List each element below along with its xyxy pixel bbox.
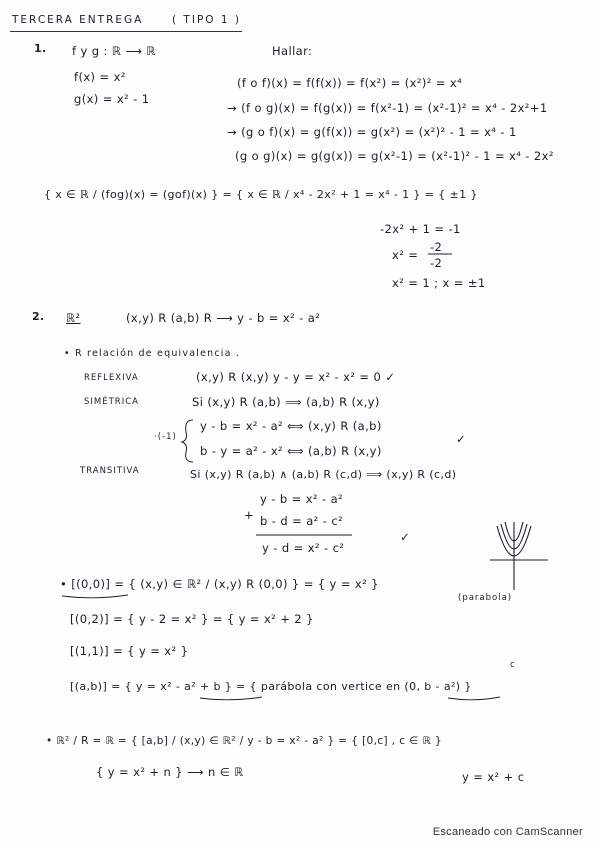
solution-step-3: x² = 1 ; x = ±1 [392,276,486,290]
solution-step-1: -2x² + 1 = -1 [380,222,461,236]
solution-step-2-denominator: -2 [430,256,443,270]
composition-gof: → (g o f)(x) = g(f(x)) = g(x²) = (x²)² - 1 = x⁴ - 1 [227,125,517,139]
reflexiva-label: REFLEXIVA [84,373,139,383]
hallar-label: Hallar: [272,44,313,58]
class-1-1: [(1,1)] = { y = x² } [70,644,189,658]
solution-set-equation: { x ∈ ℝ / (fog)(x) = (gof)(x) } = { x ∈ ℝ / x⁴ - 2x² + 1 = x⁴ - 1 } = { ±1 } [44,188,478,201]
f-definition: f(x) = x² [74,70,126,84]
transitiva-plus: + [244,508,255,522]
symmetric-brace [182,420,193,462]
simetrica-label: SIMÉTRICA [84,397,139,407]
transitiva-line-1: y - b = x² - a² [260,492,344,506]
quotient-set: • ℝ² / R = ℝ = { [a,b] / (x,y) ∈ ℝ² / y - b = x² - a² } = { [0,c] , c ∈ ℝ } [46,735,442,747]
g-definition: g(x) = x² - 1 [74,92,150,106]
solution-step-2-left: x² = [392,248,419,262]
transitiva-expression: Si (x,y) R (a,b) ∧ (a,b) R (c,d) ⟹ (x,y) R (c,d) [190,468,457,481]
class-0-0-underline [62,595,128,598]
document-subtitle: ( TIPO 1 ) [172,14,241,26]
family-result: y = x² + c [462,770,525,784]
exercise-1-statement: f y g : ℝ ⟶ ℝ [72,44,156,58]
vertex-underline [448,697,500,700]
simetrica-expression: Si (x,y) R (a,b) ⟹ (a,b) R (x,y) [192,395,380,409]
exercise-1-number: 1. [34,42,47,55]
composition-gog: (g o g)(x) = g(g(x)) = g(x²-1) = (x²-1)² - 1 = x⁴ - 2x² [235,149,554,163]
document-title: TERCERA ENTREGA [12,14,144,26]
transitiva-label: TRANSITIVA [80,466,140,476]
scanner-watermark: Escaneado con CamScanner [432,826,583,838]
exercise-2-number: 2. [32,310,45,323]
simetrica-line-1: y - b = x² - a² ⟺ (x,y) R (a,b) [200,419,382,433]
simetrica-line-2: b - y = a² - x² ⟺ (a,b) R (x,y) [200,444,382,458]
parabola-note: (parabola) [458,593,513,603]
class-0-2: [(0,2)] = { y - 2 = x² } = { y = x² + 2 } [70,612,314,626]
exercise-2-set: ℝ² [66,311,81,325]
class-a-b: [(a,b)] = { y = x² - a² + b } = { parábola con vertice en (0, b - a²) } [70,680,472,693]
c-annotation: c [510,660,516,670]
transitiva-result: y - d = x² - c² [262,541,345,555]
exercise-2-relation: (x,y) R (a,b) R ⟶ y - b = x² - a² [126,311,321,325]
reflexiva-expression: (x,y) R (x,y) y - y = x² - x² = 0 ✓ [196,370,396,384]
transitiva-line-2: b - d = a² - c² [260,514,344,528]
simetrica-check: ✓ [456,432,467,446]
class-a-b-underline [200,697,262,700]
class-0-0: • [(0,0)] = { (x,y) ∈ ℝ² / (x,y) R (0,0) } = { y = x² } [60,577,379,591]
equivalence-heading: • R relación de equivalencia . [64,348,241,359]
simetrica-multiplier: ·(-1) [154,432,177,442]
parabola-sketch [490,522,548,590]
parabola-family: { y = x² + n } ⟶ n ∈ ℝ [96,765,244,779]
solution-step-2-numerator: -2 [430,240,443,254]
transitiva-check: ✓ [400,530,411,544]
composition-fog: → (f o g)(x) = f(g(x)) = f(x²-1) = (x²-1)² = x⁴ - 2x²+1 [227,101,548,115]
composition-fof: (f o f)(x) = f(f(x)) = f(x²) = (x²)² = x⁴ [237,76,463,90]
